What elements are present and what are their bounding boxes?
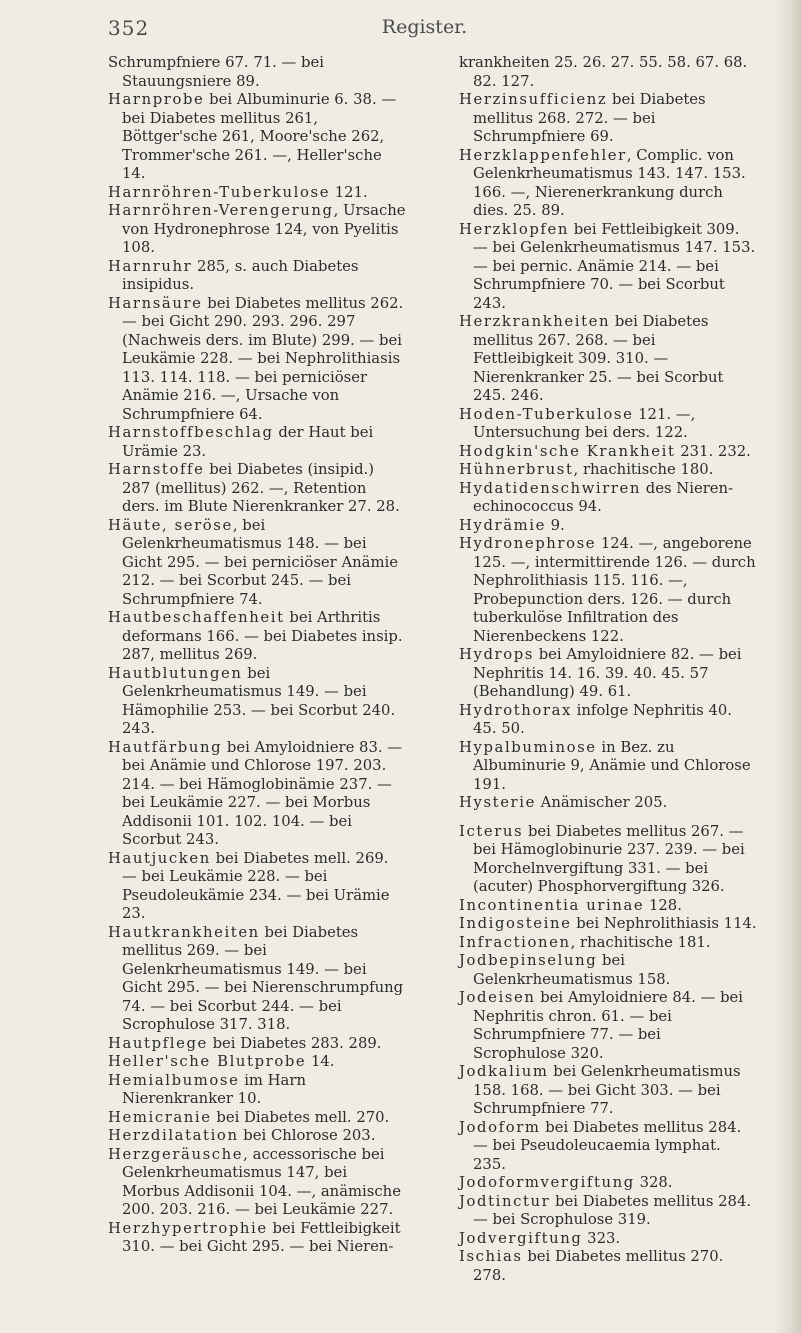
index-entry — [108, 1146, 406, 1220]
index-keyword: Indigosteine — [459, 915, 572, 932]
index-references: bei Diabetes mell. 269. — bei Leukämie 228. — bei Pseudoleukämie 234. — bei Urämie 23. — [122, 849, 390, 922]
index-keyword: Häute, seröse — [108, 516, 233, 534]
index-keyword: Harnröhren-Tuberkulose — [108, 183, 331, 201]
index-references: bei Amyloidniere 82. — bei Nephritis 14. 16. 39. 40. 45. 57 (Behandlung) 49. 61. — [473, 646, 742, 700]
index-references: 323. — [582, 1229, 621, 1247]
index-references: bei Diabetes mellitus 284. — bei Scrophulose 319. — [473, 1192, 752, 1228]
index-references: bei Diabetes (insipid.) 287 (mellitus) 262. —, Retention ders. im Blute Nierenkranker 27. 28. — [122, 461, 400, 515]
index-keyword: Hautblutungen — [108, 664, 243, 682]
index-references: 231. 232. — [675, 442, 751, 460]
index-keyword: Hautkrankheiten — [108, 923, 260, 941]
index-references: Schrumpfniere 67. 71. — bei Stauungsniere 89. — [108, 54, 325, 90]
index-references: bei Diabetes mellitus 284. — bei Pseudoleucaemia lymphat. 235. — [473, 1118, 742, 1173]
index-entry — [459, 1248, 757, 1285]
index-keyword: Hemicranie — [108, 1108, 212, 1126]
index-references: bei Gelenkrheumatismus 149. — bei Hämophilie 253. — bei Scorbut 240. 243. — [122, 664, 396, 737]
index-references: , bei Gelenkrheumatismus 148. — bei Gicht 295. — bei perniciöser Anämie 212. — bei Scorbut 245. — bei Schrumpfniere 74. — [122, 516, 399, 608]
index-entry — [459, 1193, 757, 1230]
index-references: 128. — [644, 896, 682, 914]
index-references: bei Diabetes 283. 289. — [207, 1034, 382, 1052]
index-entry — [108, 295, 406, 425]
index-references: bei Gelenkrheumatismus 158. — [473, 952, 671, 988]
index-keyword: Hautpflege — [108, 1034, 208, 1052]
index-references: , Complic. von Gelenkrheumatismus 143. 147. 153. 166. —, Nierenerkrankung durch dies. 25. 89. — [473, 146, 746, 219]
index-references: , accessorische bei Gelenkrheumatismus 147, bei Morbus Addisonii 104. —, anämische 200. 203. 216. — bei Leukämie 227. — [122, 1145, 401, 1218]
index-entry — [459, 480, 757, 517]
index-keyword: Harnruhr — [108, 257, 193, 275]
index-entry — [459, 1230, 757, 1249]
index-entry — [459, 461, 757, 480]
index-references: bei Nephrolithiasis 114. — [571, 915, 757, 932]
index-references: , rhachitische 181. — [570, 933, 711, 951]
index-keyword: Jodtinctur — [459, 1192, 551, 1210]
index-keyword: Harnprobe — [108, 91, 205, 108]
index-entry — [108, 54, 406, 91]
index-references: bei Amyloidniere 83. — bei Anämie und Chlorose 197. 203. 214. — bei Hämoglobinämie 237. — bei Leukämie 227. — bei Morbus Addisonii 101. 102. 104. — bei Scorbut 243. — [122, 738, 403, 848]
index-keyword: Herzgeräusche — [108, 1145, 244, 1163]
index-entry — [459, 1119, 757, 1175]
index-references: 121. —, Untersuchung bei ders. 122. — [473, 405, 696, 441]
index-keyword: Herzklappenfehler — [459, 146, 627, 164]
index-keyword: Herzkrankheiten — [459, 313, 611, 330]
index-entry — [459, 91, 757, 147]
index-keyword: Hautjucken — [108, 849, 211, 867]
index-references: bei Chlorose 203. — [238, 1127, 376, 1144]
index-keyword: Jodbepinselung — [459, 952, 598, 969]
index-entry — [459, 739, 757, 795]
index-entry — [108, 924, 406, 1035]
index-entry — [459, 1174, 757, 1193]
index-keyword: Hypalbuminose — [459, 738, 597, 756]
index-entry — [108, 258, 406, 295]
index-entry — [459, 443, 757, 462]
index-keyword: Harnröhren-Verengerung — [108, 202, 334, 219]
index-references: 285, s. auch Diabetes insipidus. — [122, 257, 359, 293]
index-entry — [459, 406, 757, 443]
index-entry — [459, 147, 757, 221]
index-entry — [108, 1109, 406, 1128]
index-column-right — [459, 54, 757, 1285]
index-references: 14. — [306, 1053, 335, 1070]
index-references: infolge Nephritis 40. 45. 50. — [473, 701, 732, 737]
index-entry — [459, 952, 757, 989]
index-keyword: Incontinentia urinae — [459, 896, 645, 914]
index-entry — [108, 1035, 406, 1054]
index-entry — [108, 461, 406, 517]
index-keyword: Harnstoffe — [108, 461, 205, 478]
index-references: bei Amyloidniere 84. — bei Nephritis chron. 61. — bei Schrumpfniere 77. — bei Scrophulose 320. — [473, 989, 744, 1062]
index-entry — [108, 1053, 406, 1072]
index-keyword: Hodgkin'sche Krankheit — [459, 442, 676, 460]
index-entry — [459, 989, 757, 1063]
index-keyword: Jodvergiftung — [459, 1229, 583, 1247]
index-entry — [108, 739, 406, 850]
index-references: bei Arthritis deformans 166. — bei Diabetes insip. 287, mellitus 269. — [122, 609, 403, 663]
index-references: krankheiten 25. 26. 27. 55. 58. 67. 68. 82. 127. — [459, 54, 748, 90]
index-references: Anämischer 205. — [535, 794, 668, 811]
index-keyword: Hydatidenschwirren — [459, 479, 642, 497]
index-keyword: Hühnerbrust — [459, 461, 574, 478]
index-entry — [459, 897, 757, 916]
index-entry — [459, 702, 757, 739]
page-number: 352 — [108, 16, 150, 40]
index-keyword: Hydrops — [459, 646, 534, 663]
index-references: in Bez. zu Albuminurie 9, Anämie und Chlorose 191. — [473, 738, 751, 793]
page-edge-shadow — [773, 0, 801, 1333]
index-keyword: Hautfärbung — [108, 738, 223, 756]
index-keyword: Hoden-Tuberkulose — [459, 405, 634, 423]
index-references: bei Fettleibigkeit 310. — bei Gicht 295. — bei Nieren- — [122, 1219, 401, 1255]
index-references: bei Diabetes mell. 270. — [211, 1108, 390, 1126]
index-references: bei Diabetes mellitus 268. 272. — bei Schrumpfniere 69. — [473, 91, 706, 145]
index-keyword: Ischias — [459, 1248, 523, 1265]
index-entry — [108, 850, 406, 924]
index-entry — [459, 823, 757, 897]
index-references: bei Diabetes mellitus 267. 268. — bei Fettleibigkeit 309. 310. — Nierenkranker 25. — bei Scorbut 245. 246. — [473, 313, 724, 404]
index-references: bei Diabetes mellitus 267. — bei Hämoglobinurie 237. 239. — bei Morchelnvergiftung 331. — bei (acuter) Phosphorvergiftung 326. — [473, 822, 745, 895]
index-references: , Ursache von Hydronephrose 124, von Pyelitis 108. — [122, 202, 406, 256]
index-keyword: Hydrämie — [459, 516, 546, 534]
index-references: im Harn Nierenkranker 10. — [122, 1071, 306, 1107]
index-keyword: Icterus — [459, 822, 524, 840]
index-entry — [459, 915, 757, 934]
index-keyword: Jodoform — [459, 1118, 541, 1136]
index-references: 9. — [545, 516, 565, 534]
index-entry — [108, 1127, 406, 1146]
running-title: Register. — [381, 16, 468, 38]
index-keyword: Jodkalium — [459, 1063, 549, 1080]
index-references: des Nieren-echinococcus 94. — [473, 479, 734, 515]
index-references: bei Fettleibigkeit 309. — bei Gelenkrheumatismus 147. 153. — bei pernic. Anämie 214. — bei Schrumpfniere 70. — bei Scorbut 243. — [473, 220, 756, 312]
index-keyword: Herzdilatation — [108, 1127, 239, 1144]
index-entry — [108, 665, 406, 739]
index-entry — [459, 794, 757, 813]
index-entry — [459, 1063, 757, 1119]
index-entry — [108, 424, 406, 461]
index-keyword: Harnstoffbeschlag — [108, 424, 274, 441]
index-references: bei Gelenkrheumatismus 158. 168. — bei Gicht 303. — bei Schrumpfniere 77. — [473, 1063, 741, 1117]
index-keyword: Hautbeschaffenheit — [108, 609, 285, 626]
index-keyword: Hydrothorax — [459, 701, 572, 719]
page-header — [108, 16, 741, 46]
index-entry — [108, 1220, 406, 1257]
index-entry — [108, 91, 406, 184]
index-references: 328. — [634, 1174, 673, 1191]
index-keyword: Herzhypertrophie — [108, 1219, 268, 1237]
index-keyword: Infractionen — [459, 933, 571, 951]
index-column-left — [108, 54, 406, 1257]
index-entry — [108, 184, 406, 203]
index-entry — [459, 535, 757, 646]
index-references: bei Diabetes mellitus 262. — bei Gicht 290. 293. 296. 297 (Nachweis ders. im Blute) 299. — bei Leukämie 228. — bei Nephrolithiasis 113. 114. 118. — bei perniciöser Anämie 216. —, Ursache von Schrumpfniere 64. — [122, 294, 404, 423]
index-entry — [459, 646, 757, 702]
index-entry — [108, 202, 406, 258]
index-references: 124. —, angeborene 125. —, intermittirende 126. — durch Nephrolithiasis 115. 116. —, Probepunction ders. 126. — durch tuberkulöse Infiltration des Nierenbeckens 122. — [473, 535, 756, 645]
index-entry — [108, 517, 406, 610]
index-entry — [459, 221, 757, 314]
index-entry — [459, 54, 757, 91]
index-keyword: Herzinsufficienz — [459, 91, 608, 108]
index-entry — [108, 609, 406, 665]
index-references: bei Diabetes mellitus 269. — bei Gelenkrheumatismus 149. — bei Gicht 295. — bei Nierenschrumpfung 74. — bei Scorbut 244. — bei Scrophulose 317. 318. — [122, 923, 404, 1033]
index-keyword: Harnsäure — [108, 294, 203, 312]
index-keyword: Hysterie — [459, 794, 536, 811]
index-keyword: Jodoformvergiftung — [459, 1174, 635, 1191]
index-keyword: Hemialbumose — [108, 1071, 240, 1089]
index-keyword: Heller'sche Blutprobe — [108, 1053, 307, 1070]
index-references: 121. — [330, 183, 368, 201]
index-keyword: Herzklopfen — [459, 220, 569, 238]
index-references: , rhachitische 180. — [573, 461, 714, 478]
index-references: der Haut bei Urämie 23. — [122, 424, 374, 460]
index-references: bei Diabetes mellitus 270. 278. — [473, 1248, 724, 1284]
index-keyword: Hydronephrose — [459, 535, 597, 552]
index-entry — [108, 1072, 406, 1109]
index-entry — [459, 934, 757, 953]
index-entry — [459, 313, 757, 406]
index-entry — [459, 517, 757, 536]
index-keyword: Jodeisen — [459, 989, 536, 1006]
index-references: bei Albuminurie 6. 38. — bei Diabetes mellitus 261, Böttger'sche 261, Moore'sche 262, Trommer'sche 261. —, Heller'sche 14. — [122, 91, 397, 182]
